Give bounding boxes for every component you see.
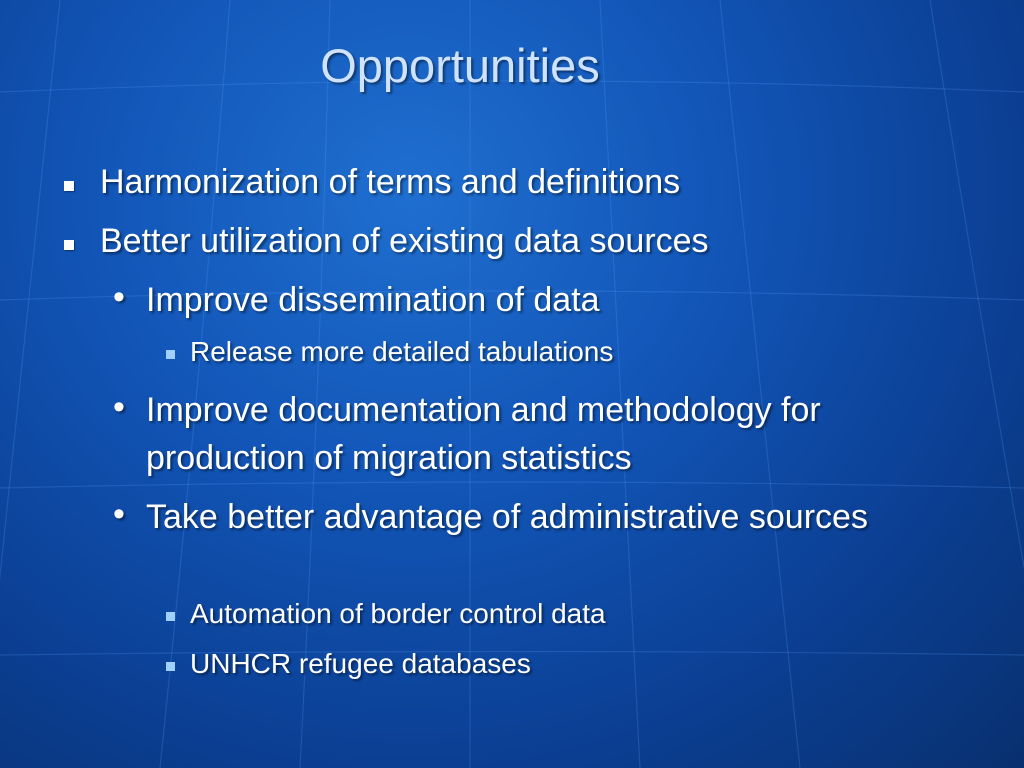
small-square-bullet-icon xyxy=(166,662,175,671)
dot-bullet-icon: • xyxy=(113,388,125,426)
square-bullet-icon xyxy=(64,181,74,191)
sub-sub-bullet-item: Release more detailed tabulations xyxy=(190,336,614,367)
sub-bullet-item: Take better advantage of administrative sources xyxy=(146,498,868,536)
small-square-bullet-icon xyxy=(166,612,175,621)
sub-bullet-item: Improve documentation and methodology for production of migration statistics xyxy=(146,391,821,477)
dot-bullet-icon: • xyxy=(113,278,125,316)
bullet-item: Harmonization of terms and definitions xyxy=(100,163,681,201)
small-square-bullet-icon xyxy=(166,350,175,359)
sub-sub-bullet-item: UNHCR refugee databases xyxy=(190,648,531,679)
sub-sub-bullet-item: Automation of border control data xyxy=(190,598,606,629)
bullet-item: Better utilization of existing data sources xyxy=(100,222,709,260)
square-bullet-icon xyxy=(64,240,74,250)
slide-title: Opportunities xyxy=(320,39,600,92)
sub-bullet-item: Improve dissemination of data xyxy=(146,281,600,319)
dot-bullet-icon: • xyxy=(113,495,125,533)
